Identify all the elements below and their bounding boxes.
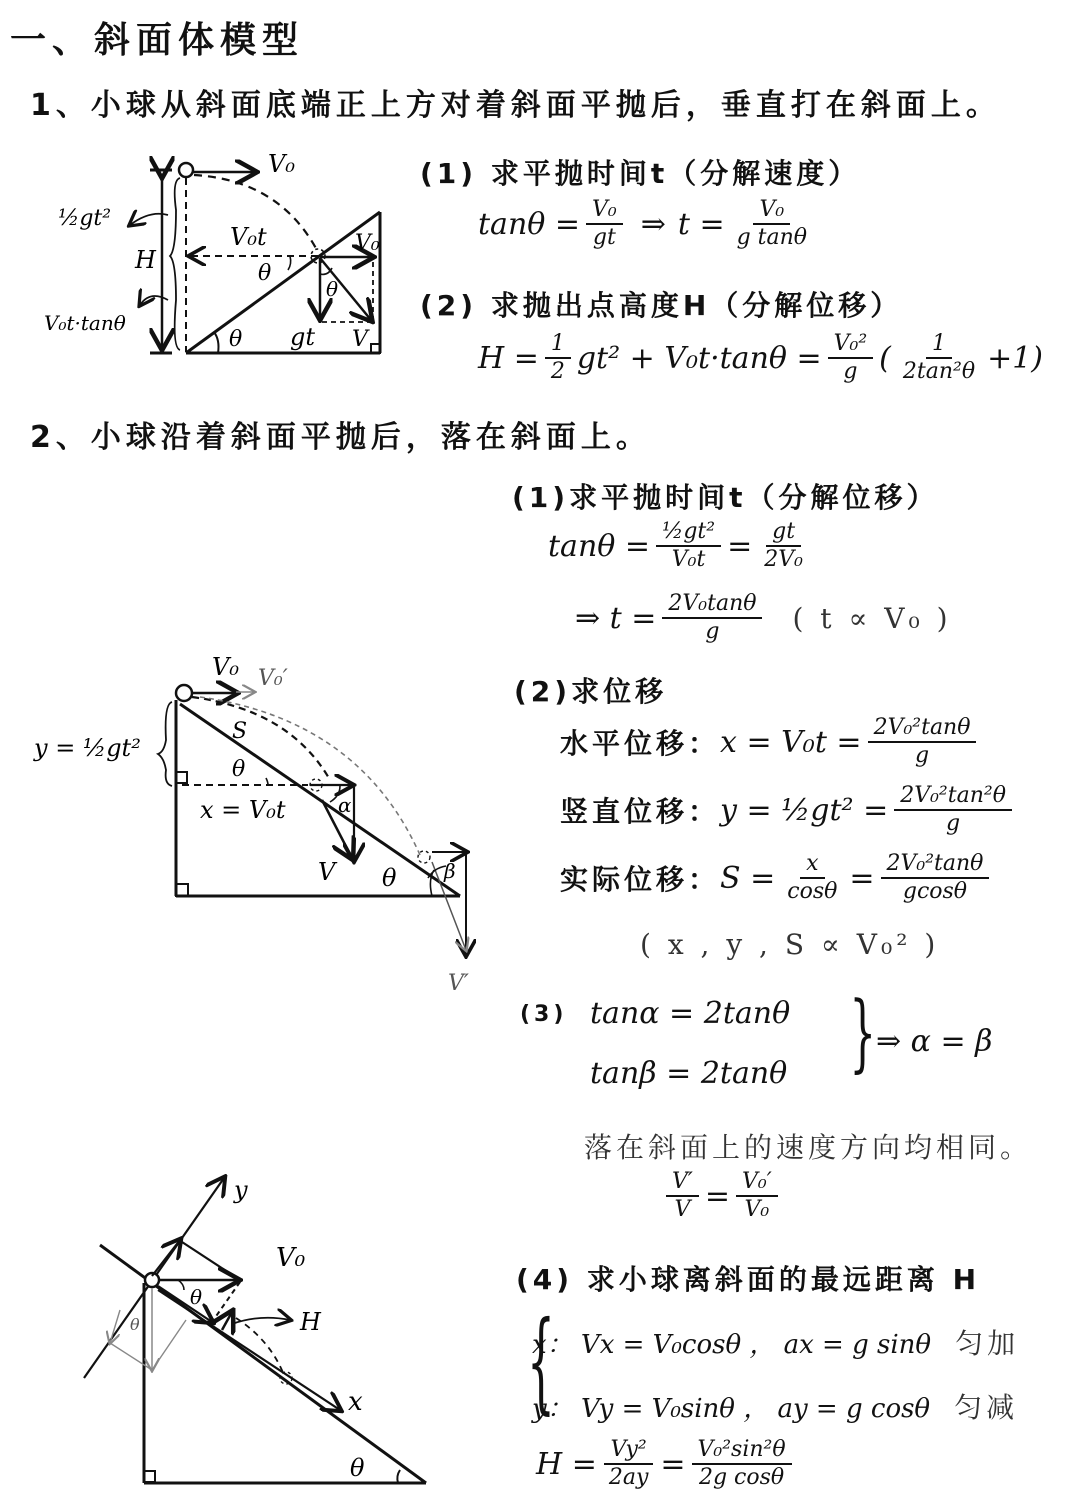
label-v0-right: V₀ bbox=[355, 231, 380, 256]
s2-part3-sentence: 落在斜面上的速度方向均相同。 bbox=[584, 1131, 1033, 1164]
label-v: V bbox=[318, 858, 336, 886]
label-v0-prime: V₀′ bbox=[258, 666, 288, 691]
s2-part2-note: ( x , y , S ∝ V₀² ) bbox=[640, 928, 940, 961]
label-theta-bottom: θ bbox=[382, 864, 397, 892]
label-x-eq: x = V₀t bbox=[200, 796, 286, 824]
label-theta-c: θ bbox=[350, 1454, 365, 1482]
s2-part4-label: (4) 求小球离斜面的最远距离 H bbox=[516, 1263, 981, 1296]
diagram-along-incline bbox=[20, 650, 500, 1000]
s2-part2-row-horizontal: 水平位移： x = V₀t = $\frac{\text{2V₀²tanθ}}{g}$ bbox=[560, 716, 982, 768]
s2-part4-brace: { bbox=[527, 1297, 555, 1425]
label-v-prime: V′ bbox=[448, 971, 469, 996]
diagram-farthest-distance bbox=[60, 1150, 480, 1504]
label-half-gt2: ½gt² bbox=[58, 206, 112, 231]
label-v0: V₀ bbox=[276, 1243, 306, 1273]
label-theta-a: θ bbox=[190, 1285, 203, 1309]
s2-part3-line2: tanβ = 2tanθ bbox=[590, 1056, 788, 1091]
s2-part3-brace: } bbox=[849, 983, 877, 1081]
s2-part4-line-y: y： Vy = V₀sinθ ， ay = g cosθ 匀减 bbox=[532, 1391, 1019, 1424]
s2-part2-row-actual: 实际位移： S = $\frac{x}{\cos\theta}$ = $\frac{\text{2V₀²tanθ}}{gcos\theta}$ bbox=[560, 852, 995, 904]
s2-part2-label: (2)求位移 bbox=[514, 675, 668, 708]
s2-part1-eq2: ⇒ t = $\frac{\text{2V₀tanθ}}{g}$ ( t ∝ V₀ ) bbox=[575, 591, 952, 645]
label-y-eq: y = ½gt² bbox=[34, 734, 141, 762]
s2-part4-line-x: x： Vx = V₀cosθ ， ax = g sinθ 匀加 bbox=[532, 1327, 1020, 1360]
label-theta-2: θ bbox=[229, 327, 243, 352]
label-v0: V₀ bbox=[212, 653, 239, 681]
label-gt: gt bbox=[290, 323, 316, 351]
label-y-axis: y bbox=[234, 1176, 248, 1204]
s1-part1-label: (1) 求平抛时间t（分解速度） bbox=[420, 157, 861, 190]
page-title: 一、斜面体模型 bbox=[10, 20, 305, 61]
label-v0t-tan: V₀t·tanθ bbox=[44, 311, 126, 335]
label-theta: θ bbox=[232, 757, 246, 782]
label-H: H bbox=[135, 246, 156, 274]
label-x-axis: x bbox=[348, 1387, 363, 1417]
s2-part3-line1: tanα = 2tanθ bbox=[590, 996, 791, 1031]
s2-part2-row-vertical: 竖直位移： y = ½gt² = $\frac{\text{2V₀²tan²θ}}{g}$ bbox=[560, 784, 1018, 836]
label-s: S bbox=[232, 719, 248, 744]
s1-part2-label: (2) 求抛出点高度H（分解位移） bbox=[420, 289, 903, 322]
s2-part4-result: H = $\frac{\text{Vy²}}{2ay}$ = $\frac{\text{V₀²sin²θ}}{\text{2g cosθ}}$ bbox=[536, 1438, 798, 1490]
s1-part2-equation: H = $\frac{1}{2}$ gt² + V₀t·tanθ = $\frac{\text{V₀²}}{g}$ ( $\frac{1}{\text{2tan²θ}}$ +1) bbox=[478, 331, 1043, 385]
label-theta-1: θ bbox=[258, 261, 272, 286]
s2-part1-eq1: tanθ = $\frac{\text{½gt²}}{\text{V₀t}}$ = $\frac{gt}{\text{2V₀}}$ bbox=[548, 519, 803, 573]
label-v0t: V₀t bbox=[230, 223, 267, 251]
label-theta-3: θ bbox=[326, 277, 339, 301]
s2-part3-ratio: $\frac{V'}{V}$ = $\frac{\text{V₀′}}{\text{V₀}}$ bbox=[660, 1170, 784, 1222]
section1-heading: 1、小球从斜面底端正上方对着斜面平抛后，垂直打在斜面上。 bbox=[30, 88, 1001, 123]
s2-part3-result: ⇒ α = β bbox=[876, 1024, 993, 1059]
label-v: V bbox=[352, 327, 368, 352]
section2-heading: 2、小球沿着斜面平抛后，落在斜面上。 bbox=[30, 420, 651, 455]
label-theta-b: θ bbox=[130, 1315, 140, 1334]
s1-part1-equation: tanθ = $\frac{\text{V₀}}{gt}$ ⇒ t = $\frac{\text{V₀}}{\text{g tanθ}}$ bbox=[478, 197, 808, 251]
s2-part1-label: (1)求平抛时间t（分解位移） bbox=[512, 481, 939, 514]
label-v0-top: V₀ bbox=[268, 150, 295, 178]
diagram-perpendicular-impact bbox=[40, 150, 400, 365]
label-alpha: α bbox=[338, 793, 352, 817]
label-beta: β bbox=[444, 859, 456, 883]
s2-part3-label: (3) bbox=[520, 1002, 568, 1027]
label-H: H bbox=[300, 1308, 321, 1336]
